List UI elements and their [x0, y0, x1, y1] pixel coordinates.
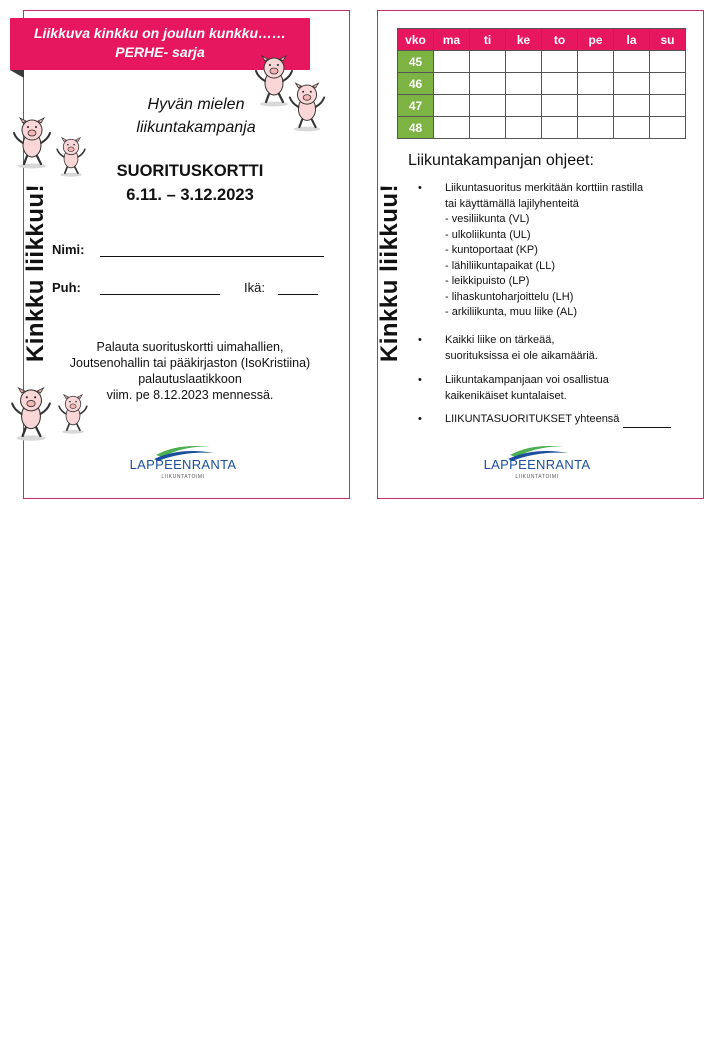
logo-subtext: LIIKUNTATOIMI	[515, 474, 559, 480]
phone-field[interactable]	[100, 294, 220, 295]
return-instructions	[54, 339, 326, 403]
header-day: ke	[506, 29, 542, 51]
day-cell[interactable]	[650, 95, 686, 117]
instruction-line: - kuntoportaat (KP)	[445, 244, 538, 256]
performance-card-back	[377, 10, 704, 499]
day-cell[interactable]	[434, 51, 470, 73]
day-cell[interactable]	[650, 73, 686, 95]
instruction-line: kaikenikäiset kuntalaiset.	[445, 389, 567, 402]
return-line: Joutsenohallin tai pääkirjaston (IsoKristiina)	[69, 356, 311, 370]
instruction-item	[418, 412, 688, 430]
day-cell[interactable]	[614, 51, 650, 73]
pig-illustration	[8, 383, 54, 445]
day-cell[interactable]	[614, 95, 650, 117]
name-field[interactable]	[100, 256, 324, 257]
day-cell[interactable]	[614, 73, 650, 95]
instruction-line: tai käyttämällä lajilyhenteitä	[445, 197, 579, 210]
tagline-line-1: Hyvän mielen	[147, 96, 245, 113]
lappeenranta-logo	[128, 441, 238, 489]
day-cell[interactable]	[470, 51, 506, 73]
day-cell[interactable]	[614, 117, 650, 139]
instruction-line: - lähiliikuntapaikat (LL)	[445, 259, 556, 272]
day-cell[interactable]	[506, 117, 542, 139]
card-title: SUORITUSKORTTI	[116, 162, 264, 180]
bullet-icon: •	[418, 374, 422, 386]
logo-subtext: LIIKUNTATOIMI	[161, 474, 205, 480]
day-cell[interactable]	[650, 51, 686, 73]
performance-card-front	[23, 10, 350, 499]
instruction-line: - ulkoliikunta (UL)	[445, 228, 531, 241]
table-row	[398, 95, 686, 117]
day-cell[interactable]	[542, 73, 578, 95]
pig-illustration	[10, 113, 54, 173]
pig-illustration	[54, 135, 88, 179]
banner-line-2: PERHE- sarja	[115, 44, 205, 60]
table-row	[398, 117, 686, 139]
phone-label: Puh:	[52, 280, 81, 295]
day-cell[interactable]	[650, 117, 686, 139]
header-week: vko	[398, 29, 434, 51]
instruction-item	[418, 181, 688, 326]
instruction-item	[418, 373, 688, 405]
bullet-icon: •	[418, 413, 422, 425]
header-day: la	[614, 29, 650, 51]
instruction-line: - vesiliikunta (VL)	[445, 213, 530, 225]
instruction-line: suorituksissa ei ole aikamääriä.	[445, 349, 598, 362]
age-field[interactable]	[278, 294, 318, 295]
header-day: ma	[434, 29, 470, 51]
day-cell[interactable]	[578, 51, 614, 73]
day-cell[interactable]	[578, 73, 614, 95]
age-label: Ikä:	[244, 280, 265, 295]
return-line: viim. pe 8.12.2023 mennessä.	[106, 388, 274, 402]
day-cell[interactable]	[506, 73, 542, 95]
header-day: pe	[578, 29, 614, 51]
header-day: ti	[470, 29, 506, 51]
instruction-item	[418, 333, 688, 365]
header-day: to	[542, 29, 578, 51]
total-field[interactable]	[623, 418, 671, 428]
day-cell[interactable]	[470, 117, 506, 139]
day-cell[interactable]	[434, 117, 470, 139]
day-cell[interactable]	[470, 73, 506, 95]
campaign-tagline	[96, 93, 296, 139]
bullet-icon: •	[418, 182, 422, 194]
vertical-slogan: Kinkku liikkuu!	[22, 183, 49, 363]
day-cell[interactable]	[578, 117, 614, 139]
table-header-row	[398, 29, 686, 51]
instruction-line: Liikuntakampanjaan voi osallistua	[445, 374, 609, 386]
instruction-line: - leikkipuisto (LP)	[445, 275, 530, 287]
instruction-line: - lihaskuntoharjoittelu (LH)	[445, 290, 574, 303]
banner-line-1: Liikkuva kinkku on joulun kunkku……	[33, 25, 287, 41]
instructions-title: Liikuntakampanjan ohjeet:	[408, 152, 594, 169]
logo-text: LAPPEENRANTA	[129, 457, 237, 472]
return-line: Palauta suorituskortti uimahallien,	[96, 340, 284, 354]
week-number: 45	[398, 51, 434, 73]
weekly-tracking-table	[397, 28, 686, 139]
table-row	[398, 51, 686, 73]
day-cell[interactable]	[542, 51, 578, 73]
bullet-icon: •	[418, 334, 422, 346]
week-number: 46	[398, 73, 434, 95]
logo-text: LAPPEENRANTA	[483, 457, 591, 472]
day-cell[interactable]	[578, 95, 614, 117]
instruction-line: - arkiliikunta, muu liike (AL)	[445, 306, 578, 318]
week-number: 47	[398, 95, 434, 117]
day-cell[interactable]	[434, 95, 470, 117]
week-number: 48	[398, 117, 434, 139]
day-cell[interactable]	[434, 73, 470, 95]
tagline-line-2: liikuntakampanja	[136, 119, 256, 136]
vertical-slogan: Kinkku liikkuu!	[376, 183, 403, 363]
day-cell[interactable]	[506, 95, 542, 117]
banner-fold-shadow	[10, 70, 24, 78]
day-cell[interactable]	[506, 51, 542, 73]
lappeenranta-logo	[482, 441, 592, 489]
instruction-line: Liikuntasuoritus merkitään korttiin rastilla	[445, 182, 644, 194]
total-label: LIIKUNTASUORITUKSET yhteensä	[445, 413, 620, 425]
day-cell[interactable]	[470, 95, 506, 117]
day-cell[interactable]	[542, 95, 578, 117]
campaign-dates: 6.11. – 3.12.2023	[126, 186, 254, 204]
name-label: Nimi:	[52, 242, 85, 257]
return-line: palautuslaatikkoon	[138, 372, 242, 386]
table-row	[398, 73, 686, 95]
header-day: su	[650, 29, 686, 51]
instruction-line: Kaikki liike on tärkeää,	[445, 334, 555, 346]
day-cell[interactable]	[542, 117, 578, 139]
